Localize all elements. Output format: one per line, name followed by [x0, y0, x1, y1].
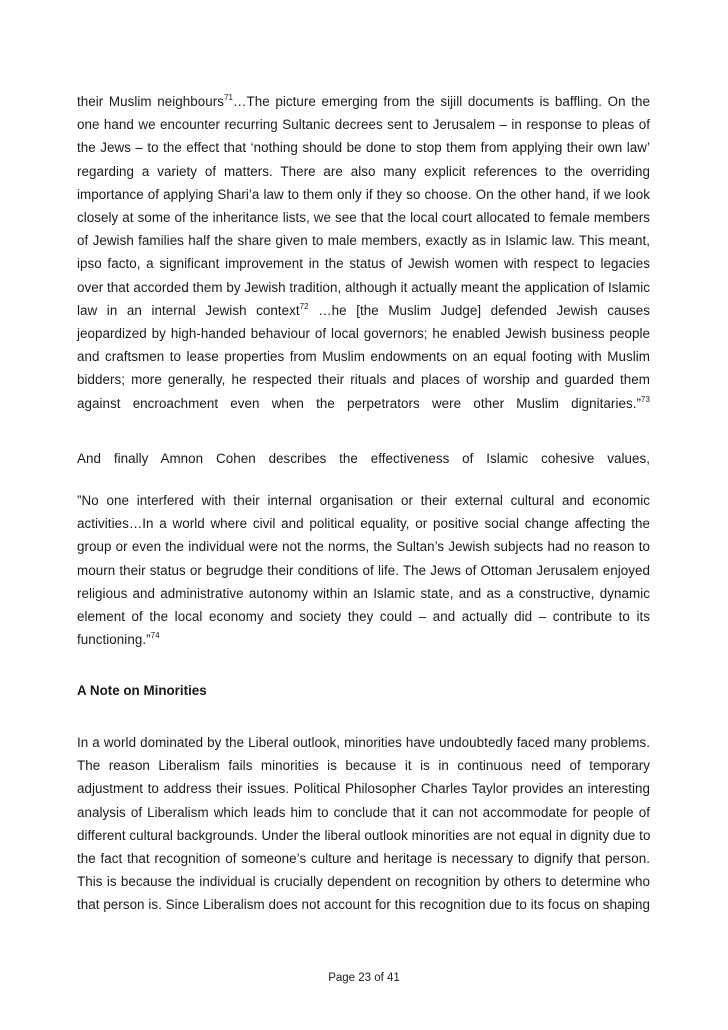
- text-line: [77, 733, 650, 753]
- text-line: [77, 301, 650, 321]
- text-line: [77, 779, 650, 799]
- text-line: [77, 231, 650, 251]
- line-text: This is because the individual is crucially dependent on recognition by others to determine who: [77, 874, 650, 890]
- line-text: In a world dominated by the Liberal outlook, minorities have undoubtedly faced many problems.: [77, 735, 650, 750]
- line-text: religious and administrative autonomy within an Islamic state, and as a constructive, dynamic: [77, 585, 650, 601]
- text-line: [77, 803, 650, 823]
- text-line: [77, 872, 650, 892]
- line-text: analysis of Liberalism which leads him to conclude that it can not accommodate for people of: [77, 804, 650, 820]
- text-line: [77, 208, 650, 228]
- line-text: against encroachment even when the perpetrators were other Muslim dignitaries.”: [77, 395, 641, 411]
- section-heading: A Note on Minorities: [77, 683, 207, 698]
- text-line: [77, 491, 650, 511]
- line-text: And finally Amnon Cohen describes the effectiveness of Islamic cohesive values,: [77, 451, 650, 466]
- line-text: bidders; more generally, he respected their rituals and places of worship and guarded them: [77, 372, 650, 388]
- text-line: [77, 449, 650, 469]
- line-text: and craftsmen to lease properties from Muslim endowments on an equal footing with Muslim: [77, 349, 650, 365]
- line-text: regarding a variety of matters. There are also many explicit references to the overriding: [77, 163, 650, 179]
- line-text: …he [the Muslim Judge] defended Jewish causes: [308, 302, 650, 318]
- text-line: [77, 278, 650, 298]
- text-line: [77, 394, 650, 414]
- text-line: [77, 630, 650, 650]
- footnote-marker: 71: [224, 93, 234, 102]
- text-line: [77, 185, 650, 205]
- text-line: [77, 756, 650, 776]
- footnote-marker: 74: [150, 631, 160, 641]
- line-text: of Jewish families half the share given to male members, exactly as in Islamic law. This meant,: [77, 233, 650, 249]
- line-text: jeopardized by high-handed behaviour of local governors; he enabled Jewish business people: [77, 326, 650, 341]
- line-text: one hand we encounter recurring Sultanic decrees sent to Jerusalem – in response to pleas of: [77, 117, 650, 133]
- text-line: [77, 826, 650, 846]
- text-line: [77, 607, 650, 627]
- line-text: ipso facto, a significant improvement in the status of Jewish women with respect to legacies: [77, 256, 650, 272]
- text-line: [77, 115, 650, 135]
- line-text: group or even the individual were not the norms, the Sultan’s Jewish subjects had no reason to: [77, 539, 650, 555]
- line-text: different cultural backgrounds. Under the liberal outlook minorities are not equal in dignity due to: [77, 827, 651, 843]
- text-line: [77, 162, 650, 182]
- text-line: [77, 92, 650, 112]
- text-line: [77, 254, 650, 274]
- text-line: [77, 514, 650, 534]
- line-text: activities…In a world where civil and political equality, or positive social change affecting the: [77, 516, 650, 532]
- text-line: [77, 849, 650, 869]
- line-text: over that accorded them by Jewish tradition, although it actually meant the application of Islamic: [77, 279, 650, 295]
- line-text: closely at some of the inheritance lists, we see that the local court allocated to female members: [77, 210, 650, 225]
- page-number-footer: Page 23 of 41: [328, 972, 400, 984]
- text-line: [77, 347, 650, 367]
- line-text: adjustment to address their issues. Political Philosopher Charles Taylor provides an interesting: [77, 781, 650, 797]
- line-text: law in an internal Jewish context: [77, 302, 300, 318]
- footnote-marker: 72: [299, 301, 309, 311]
- line-text: element of the local economy and society they could – and actually did – contribute to its: [77, 609, 650, 624]
- text-line: [77, 584, 650, 604]
- line-text: functioning.”: [77, 632, 151, 648]
- line-text: …The picture emerging from the sijill documents is baffling. On the: [233, 94, 650, 109]
- line-text: the Jews – to the effect that ‘nothing should be done to stop them from applying their own law’: [77, 140, 650, 156]
- line-text: the fact that recognition of someone’s culture and heritage is necessary to dignify that person.: [77, 851, 650, 866]
- line-text: mourn their status or begrudge their conditions of life. The Jews of Ottoman Jerusalem enjoyed: [77, 562, 650, 578]
- line-text: The reason Liberalism fails minorities is because it is in continuous need of temporary: [77, 758, 650, 774]
- line-text: importance of applying Shari’a law to them only if they so choose. On the other hand, if we look: [77, 186, 650, 202]
- line-text: their Muslim neighbours: [77, 94, 225, 109]
- text-line: [77, 895, 650, 915]
- line-text: ”No one interfered with their internal organisation or their external cultural and economic: [77, 493, 650, 508]
- text-line: [77, 324, 650, 344]
- text-line: [77, 561, 650, 581]
- line-text: that person is. Since Liberalism does not account for this recognition due to its focus on shaping: [77, 897, 650, 913]
- text-line: [77, 537, 650, 557]
- footnote-marker: 73: [641, 394, 650, 404]
- text-line: [77, 370, 650, 390]
- text-line: [77, 138, 650, 158]
